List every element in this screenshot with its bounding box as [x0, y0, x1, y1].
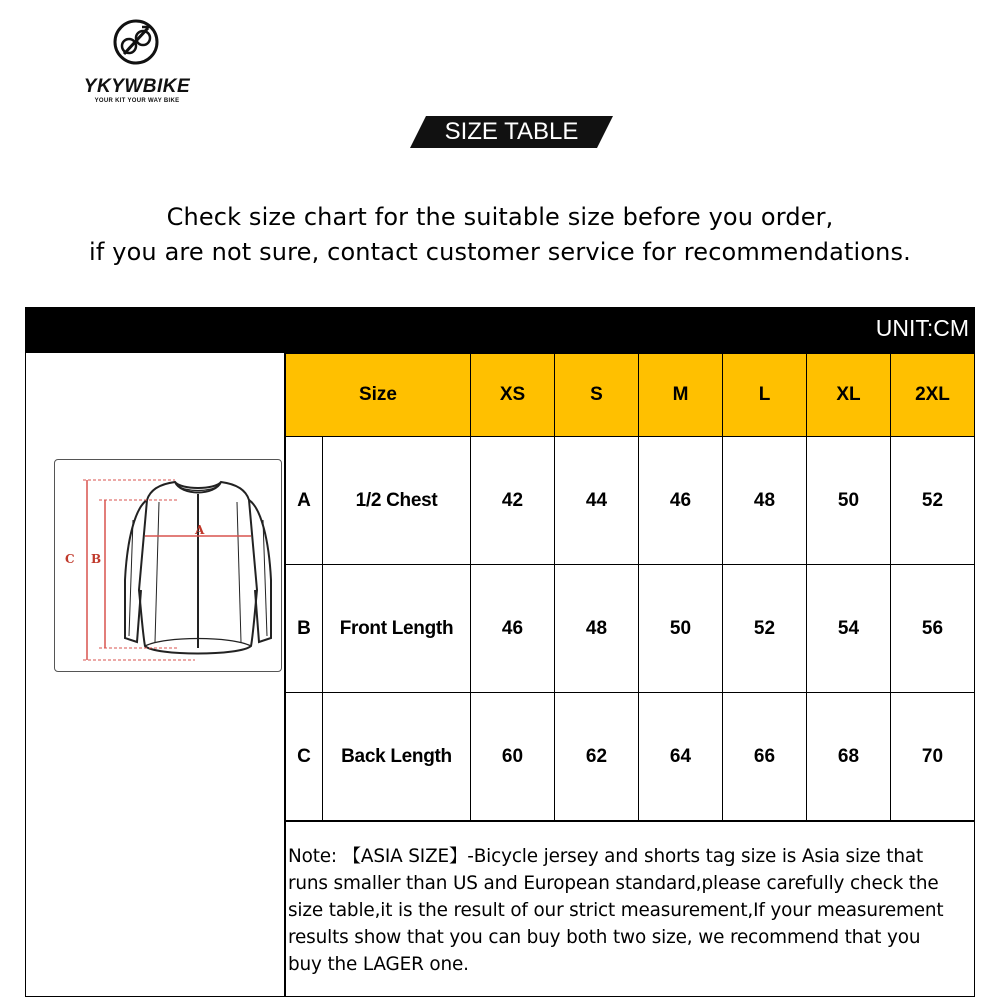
- row-name: 1/2 Chest: [323, 437, 471, 565]
- row-name: Back Length: [323, 693, 471, 821]
- table-cell: 46: [639, 437, 723, 565]
- note-line: buy the LAGER one.: [288, 954, 469, 975]
- table-row: [286, 565, 975, 693]
- table-cell: 62: [555, 693, 639, 821]
- note-line: size table,it is the result of our strict measurement,If your measurement: [288, 900, 944, 921]
- table-cell: 64: [639, 693, 723, 821]
- table-row: [286, 693, 975, 821]
- label-c: C: [65, 552, 75, 566]
- header-size-m: M: [639, 354, 723, 437]
- table-cell: 70: [891, 693, 975, 821]
- note-line: results show that you can buy both two size, we recommend that you: [288, 927, 921, 948]
- header-size-l: L: [723, 354, 807, 437]
- table-cell: 66: [723, 693, 807, 821]
- banner-title: SIZE TABLE: [444, 118, 579, 145]
- header-size-s: S: [555, 354, 639, 437]
- header-size-xl: XL: [807, 354, 891, 437]
- table-cell: 56: [891, 565, 975, 693]
- table-row: [286, 437, 975, 565]
- table-cell: 42: [471, 437, 555, 565]
- table-cell: 48: [555, 565, 639, 693]
- note-line: Note: 【ASIA SIZE】-Bicycle jersey and shorts tag size is Asia size that: [288, 846, 924, 867]
- size-table: [285, 353, 975, 821]
- table-cell: 60: [471, 693, 555, 821]
- size-table-banner: [410, 116, 613, 148]
- row-key: A: [286, 437, 323, 565]
- brand-logo: [62, 14, 212, 104]
- note-line: runs smaller than US and European standard,please carefully check the: [288, 873, 939, 894]
- table-cell: 44: [555, 437, 639, 565]
- table-cell: 50: [807, 437, 891, 565]
- table-cell: 46: [471, 565, 555, 693]
- row-name: Front Length: [323, 565, 471, 693]
- label-a: A: [195, 523, 205, 537]
- size-note: [288, 843, 972, 978]
- brand-name: YKYWBIKE: [83, 76, 191, 97]
- table-header-row: [286, 354, 975, 437]
- label-b: B: [91, 552, 102, 566]
- intro-line-2: if you are not sure, contact customer service for recommendations.: [89, 238, 911, 266]
- header-size-label: Size: [286, 354, 471, 437]
- table-cell: 48: [723, 437, 807, 565]
- table-cell: 52: [723, 565, 807, 693]
- row-key: B: [286, 565, 323, 693]
- unit-bar: [25, 307, 975, 353]
- intro-line-1: Check size chart for the suitable size before you order,: [166, 203, 834, 231]
- header-size-xs: XS: [471, 354, 555, 437]
- row-key: C: [286, 693, 323, 821]
- cyclist-circle-icon: [112, 18, 160, 66]
- jersey-diagram: [54, 459, 282, 672]
- brand-tagline: YOUR KIT YOUR WAY BIKE: [94, 98, 180, 104]
- table-cell: 54: [807, 565, 891, 693]
- unit-label: UNIT:CM: [875, 315, 969, 341]
- table-cell: 50: [639, 565, 723, 693]
- table-cell: 52: [891, 437, 975, 565]
- header-size-2xl: 2XL: [891, 354, 975, 437]
- table-cell: 68: [807, 693, 891, 821]
- jersey-diagram-icon: [55, 460, 281, 671]
